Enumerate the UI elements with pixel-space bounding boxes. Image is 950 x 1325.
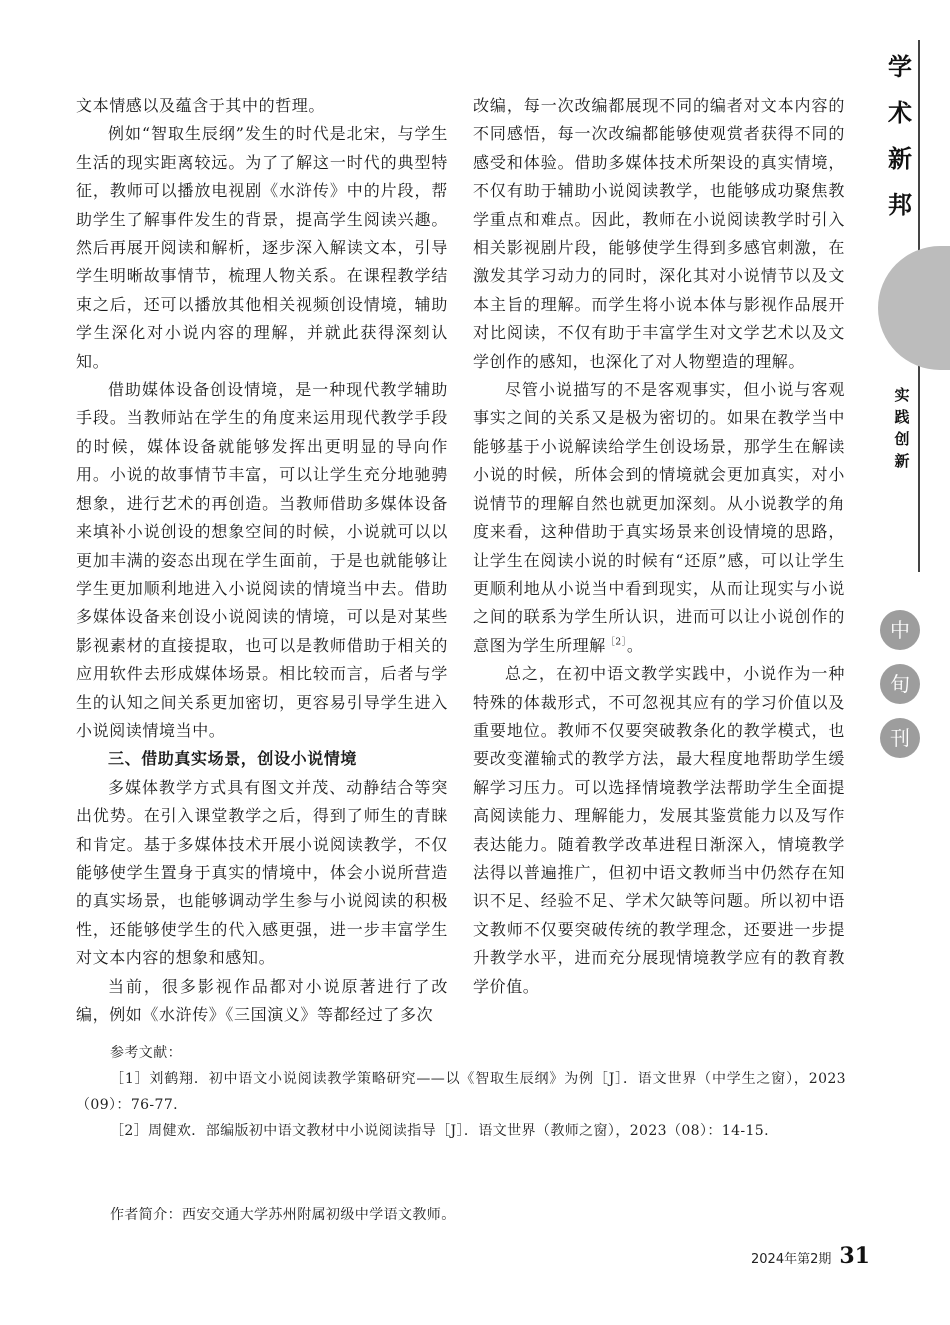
paragraph-end: 。	[626, 635, 644, 655]
references-heading: 参考文献：	[110, 1045, 182, 1061]
column-title-char: 术	[888, 99, 912, 127]
citation-marker: ［2］	[605, 637, 627, 648]
paragraph: 改编，每一次改编都展现不同的编者对文本内容的不同感悟，每一次改编都能够使观赏者获得不同的感受和体验。借助多媒体技术所架设的真实情境，不仅有助于辅助小说阅读教学，也能够成功聚焦教学重点和难点。因此，教师在小说阅读教学时引入相关影视剧片段，能够使学生得到多感官刺激，在激发其学习动力的同时，深化其对小说情节以及文本主旨的理解。而学生将小说本体与影视作品展开对比阅读，不仅有助于丰富学生对文学艺术以及文学创作的感知，也深化了对人物塑造的理解。	[473, 96, 845, 371]
author-note: 作者简介：西安交通大学苏州附属初级中学语文教师。	[110, 1207, 456, 1223]
paragraph: 例如“智取生辰纲”发生的时代是北宋，与学生生活的现实距离较远。为了了解这一时代的典型特征，教师可以播放电视剧《水浒传》中的片段，帮助学生了解事件发生的背景，提高学生阅读兴趣。然后再展开阅读和解析，逐步深入解读文本，引导学生明晰故事情节，梳理人物关系。在课程教学结束之后，还可以播放其他相关视频创设情境，辅助学生深化对小说内容的理解，并就此获得深刻认知。	[76, 124, 448, 371]
section-label-char: 新	[894, 452, 910, 470]
page-footer	[751, 1243, 870, 1269]
paragraph: 当前，很多影视作品都对小说原著进行了改编，例如《水浒传》《三国演义》等都经过了多次	[76, 976, 448, 1024]
paragraph: 文本情感以及蕴含于其中的哲理。	[76, 96, 326, 115]
section-heading: 三、借助真实场景，创设小说情境	[108, 749, 358, 769]
page-number: 31	[839, 1243, 870, 1269]
reference-item: ［2］周健欢．部编版初中语文教材中小说阅读指导［J］．语文世界（教师之窗），2023（08）：14-15.	[110, 1123, 769, 1139]
issue-label: 2024年第2期	[751, 1252, 832, 1267]
reference-item: ［1］刘鹤翔．初中语文小说阅读教学策略研究——以《智取生辰纲》为例［J］．语文世界（中学生之窗），2023（09）：76-77.	[76, 1071, 846, 1113]
paragraph: 借助媒体设备创设情境，是一种现代教学辅助手段。当教师站在学生的角度来运用现代教学手段的时候，媒体设备就能够发挥出更明显的导向作用。小说的故事情节丰富，可以让学生充分地驰骋想象，进行艺术的再创造。当教师借助多媒体设备来填补小说创设的想象空间的时候，小说就可以以更加丰满的姿态出现在学生面前，于是也就能够让学生更加顺利地进入小说阅读的情境当中去。借助多媒体设备来创设小说阅读的情境，可以是对某些影视素材的直接提取，也可以是教师借助于相关的应用软件去形成媒体场景。相比较而言，后者与学生的认知之间关系更加密切，更容易引导学生进入小说阅读情境当中。	[76, 380, 448, 740]
paragraph	[473, 376, 845, 660]
section-label-char: 践	[894, 408, 910, 426]
paragraph-text: 尽管小说描写的不是客观事实，但小说与客观事实之间的关系又是极为密切的。如果在教学当中能够基于小说解读给学生创设场景，那学生在解读小说的时候，所体会到的情境就会更加真实，对小说情节的理解自然也就更加深刻。从小说教学的角度来看，这种借助于真实场景来创设情境的思路，让学生在阅读小说的时候有“还原”感，可以让学生更顺利地从小说当中看到现实，从而让现实与小说之间的联系为学生所认识，进而可以让小说创作的意图为学生所理解	[473, 380, 845, 655]
column-title	[880, 44, 920, 228]
section-label-char: 实	[894, 386, 910, 404]
column-title-char: 邦	[888, 191, 912, 219]
section-label	[886, 384, 918, 472]
journal-badge-kan: 刊	[880, 718, 920, 758]
section-label-char: 创	[894, 430, 910, 448]
paragraph: 总之，在初中语文教学实践中，小说作为一种特殊的体裁形式，不可忽视其应有的学习价值以及重要地位。教师不仅要突破教条化的教学模式，也要改变灌输式的教学方法，最大程度地帮助学生缓解学习压力。可以选择情境教学法帮助学生全面提高阅读能力、理解能力，发展其鉴赏能力以及写作表达能力。随着教学改革进程日渐深入，情境教学法得以普遍推广，但初中语文教师当中仍然存在知识不足、经验不足、学术欠缺等问题。所以初中语文教师不仅要突破传统的教学理念，还要进一步提升教学水平，进而充分展现情境教学应有的教育教学价值。	[473, 664, 845, 996]
sidebar-decorative-circle	[878, 246, 950, 370]
column-title-char: 学	[888, 53, 912, 81]
journal-badge-zhong: 中	[880, 610, 920, 650]
journal-badge-xun: 旬	[880, 664, 920, 704]
column-title-char: 新	[888, 145, 912, 173]
left-column	[76, 92, 448, 1029]
references-section	[76, 1040, 846, 1144]
right-column	[473, 92, 845, 1001]
paragraph: 多媒体教学方式具有图文并茂、动静结合等突出优势。在引入课堂教学之后，得到了师生的青睐和肯定。基于多媒体技术开展小说阅读教学，不仅能够使学生置身于真实的情境中，体会小说所营造的真实场景，也能够调动学生参与小说阅读的积极性，还能够使学生的代入感更强，进一步丰富学生对文本内容的想象和感知。	[76, 777, 448, 968]
